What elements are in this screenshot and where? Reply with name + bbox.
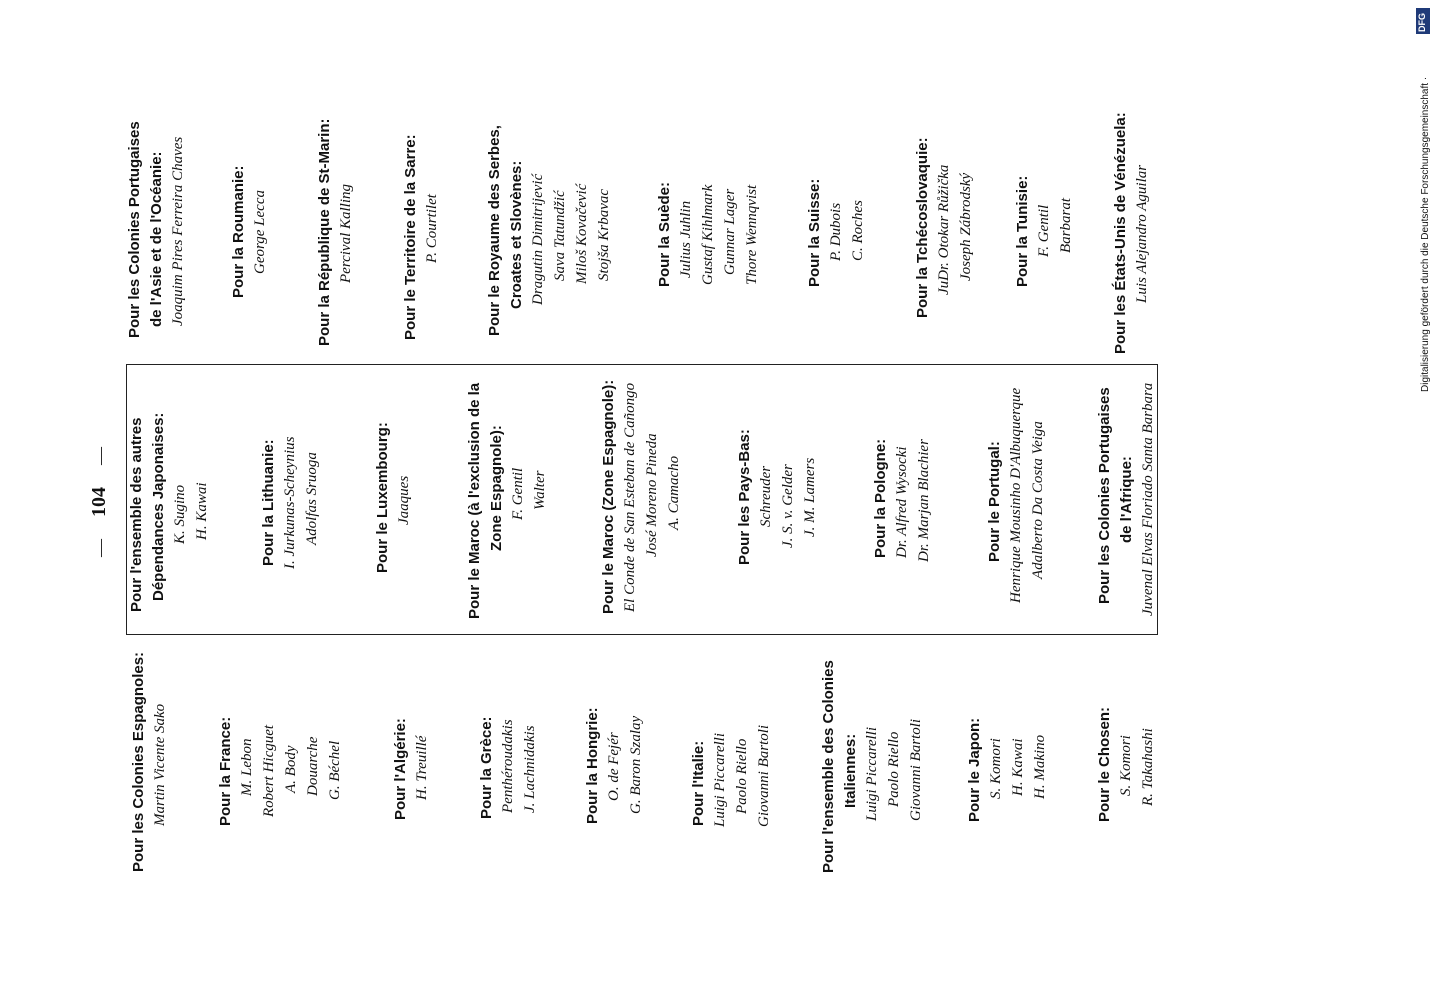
signatory-name: Thore Wennqvist bbox=[744, 184, 760, 285]
signatory-name: JuDr. Otokar Růžička bbox=[936, 164, 952, 295]
signatory-name: Joaquim Pires Ferreira Chaves bbox=[170, 136, 186, 326]
signatory-name: G. Baron Szalay bbox=[628, 715, 644, 814]
signatory-heading: Pour la Suisse: bbox=[806, 178, 823, 287]
signatory-heading: Pour les Colonies Portugaises bbox=[126, 121, 143, 338]
signatory-name: P. Dubois bbox=[828, 202, 844, 261]
page-dash-left: — bbox=[90, 539, 110, 557]
signatory-name: I. Jurkunas-Scheynius bbox=[282, 436, 298, 569]
dfg-logo bbox=[1416, 8, 1430, 34]
signatory-name: Adolfas Sruoga bbox=[304, 452, 320, 545]
signatory-name: Martin Vicente Sako bbox=[152, 703, 168, 826]
signatory-name: R. Takahashi bbox=[1140, 728, 1156, 806]
signatory-heading: Pour le Luxembourg: bbox=[374, 422, 391, 573]
signatory-heading: Pour la Tchécoslovaquie: bbox=[914, 137, 931, 318]
signatory-name: Luigi Piccarelli bbox=[712, 732, 728, 827]
signatory-name: O. de Fejér bbox=[606, 732, 622, 801]
signatory-name: Giovanni Bartoli bbox=[908, 718, 924, 821]
signatory-heading: Italiennes: bbox=[842, 733, 859, 808]
signatory-heading: Pour la Roumanie: bbox=[230, 165, 247, 298]
dfg-logo-text: DFG bbox=[1417, 13, 1427, 32]
signatory-heading: Pour la Suède: bbox=[656, 181, 673, 287]
dfg-credit-line: Digitalisierung gefördert durch die Deutsche Forschungsgemeinschaft · bbox=[1420, 76, 1431, 392]
signatory-heading: Pour le Territoire de la Sarre: bbox=[402, 134, 419, 340]
signatory-heading: Pour le Chosen: bbox=[1096, 706, 1113, 822]
signatory-name: A. Body bbox=[283, 745, 299, 793]
page-dash-right: — bbox=[90, 447, 110, 465]
signatory-name: Henrique Mousinho D'Albuquerque bbox=[1008, 387, 1024, 603]
signatory-name: H. Kawai bbox=[1010, 738, 1026, 796]
signatory-heading: de l'Afrique: bbox=[1118, 456, 1135, 543]
signatory-name: Walter bbox=[532, 470, 548, 510]
signatory-heading: Pour les États-Unis de Vénézuela: bbox=[1112, 112, 1129, 354]
signatory-name: Robert Hicguet bbox=[261, 724, 277, 817]
signatory-name: Penthéroudakis bbox=[500, 719, 516, 813]
signatory-name: J. M. Lamers bbox=[802, 457, 818, 537]
signatory-heading: Pour le Japon: bbox=[966, 717, 983, 822]
signatory-name: Douarche bbox=[305, 736, 321, 796]
signatory-name: J. Lachnidakis bbox=[522, 725, 538, 813]
signatory-heading: Pour l'Italie: bbox=[690, 740, 707, 826]
signatory-heading: Pour la République de St-Marin: bbox=[316, 118, 333, 346]
column-rule-right bbox=[1157, 364, 1158, 634]
signatory-heading: Pour le Maroc (Zone Espagnole): bbox=[600, 379, 617, 614]
signatory-name: Gustaf Kihlmark bbox=[700, 184, 716, 285]
signatory-heading: Pour les Colonies Portugaises bbox=[1096, 387, 1113, 604]
signatory-name: Adalberto Da Costa Veiga bbox=[1030, 421, 1046, 579]
signatory-name: Juvenal Elvas Floriado Santa Barbara bbox=[1140, 382, 1156, 616]
signatory-name: H. Treuillé bbox=[414, 735, 430, 800]
signatory-name: Paolo Riello bbox=[734, 738, 750, 814]
signatory-name: George Lecca bbox=[252, 190, 268, 274]
signatory-name: P. Courtilet bbox=[424, 194, 440, 263]
signatory-name: Barbarat bbox=[1058, 197, 1074, 253]
signatory-name: K. Sugino bbox=[172, 484, 188, 544]
signatory-name: Dr. Marjan Blachier bbox=[916, 439, 932, 562]
signatory-heading: Croates et Slovènes: bbox=[508, 160, 525, 309]
signatory-name: J. S. v. Gelder bbox=[780, 464, 796, 548]
signatory-name: El Conde de San Esteban de Cañongo bbox=[622, 382, 638, 612]
signatory-heading: Pour les Colonies Espagnoles: bbox=[130, 651, 147, 872]
signatory-name: Stojša Krbavac bbox=[596, 188, 612, 281]
signatory-name: Dr. Alfred Wysocki bbox=[894, 446, 910, 558]
page-number: 104 bbox=[88, 487, 110, 517]
signatory-heading: Pour le Royaume des Serbes, bbox=[486, 125, 503, 336]
signatory-heading: Pour la Hongrie: bbox=[584, 707, 601, 824]
signatory-name: G. Béchel bbox=[327, 740, 343, 800]
signatory-name: Miloš Kovačević bbox=[574, 183, 590, 284]
signatory-name: Gunnar Lager bbox=[722, 188, 738, 275]
signatory-name: Giovanni Bartoli bbox=[756, 724, 772, 827]
signatory-name: H. Kawai bbox=[194, 482, 210, 540]
signatory-heading: Pour l'Algérie: bbox=[392, 718, 409, 820]
signatory-name: Percival Kalling bbox=[338, 183, 354, 283]
signatory-name: F. Gentil bbox=[510, 467, 526, 520]
signatory-name: Luigi Piccarelli bbox=[864, 726, 880, 821]
signatory-name: Julius Juhlin bbox=[678, 200, 694, 278]
signatory-heading: Pour la Pologne: bbox=[872, 438, 889, 558]
signatory-name: M. Lebon bbox=[239, 738, 255, 796]
signatory-heading: de l'Asie et de l'Océanie: bbox=[148, 151, 165, 327]
column-rule-left bbox=[126, 364, 127, 634]
signatory-heading: Zone Espagnole): bbox=[488, 425, 505, 551]
signatory-name: F. Gentil bbox=[1036, 204, 1052, 257]
signatory-heading: Pour la Tunisie: bbox=[1014, 175, 1031, 287]
signatory-name: Dragutin Dimitrijević bbox=[530, 173, 546, 305]
signatory-name: H. Makino bbox=[1032, 734, 1048, 799]
signatory-name: C. Roches bbox=[850, 200, 866, 261]
signatory-name: Paolo Riello bbox=[886, 731, 902, 807]
signatory-heading: Pour la Lithuanie: bbox=[260, 439, 277, 566]
signatory-heading: Pour la Grèce: bbox=[478, 716, 495, 819]
signatory-name: A. Camacho bbox=[666, 455, 682, 530]
signatory-name: S. Komori bbox=[1118, 735, 1134, 796]
signatory-heading: Pour l'ensemble des Colonies bbox=[820, 660, 837, 873]
signatory-name: José Moreno Pineda bbox=[644, 433, 660, 557]
signatory-heading: Pour les Pays-Bas: bbox=[736, 429, 753, 565]
signatory-heading: Pour la France: bbox=[217, 716, 234, 826]
signatory-name: Joseph Zábrodský bbox=[958, 172, 974, 281]
signatory-name: Schreuder bbox=[758, 465, 774, 527]
signatory-name: Sava Tatundžić bbox=[552, 190, 568, 281]
signatory-heading: Pour le Maroc (à l'exclusion de la bbox=[466, 382, 483, 619]
signatory-heading: Pour le Portugal: bbox=[986, 441, 1003, 562]
signatory-name: S. Komori bbox=[988, 738, 1004, 799]
signatory-name: Luis Alejandro Aguilar bbox=[1134, 164, 1150, 303]
signatory-name: Jaaques bbox=[396, 475, 412, 525]
column-rule-bottom bbox=[126, 364, 1158, 365]
signatory-heading: Pour l'ensemble des autres bbox=[128, 417, 145, 612]
signatory-heading: Dépendances Japonaises: bbox=[150, 412, 167, 601]
column-rule-top bbox=[126, 634, 1158, 635]
